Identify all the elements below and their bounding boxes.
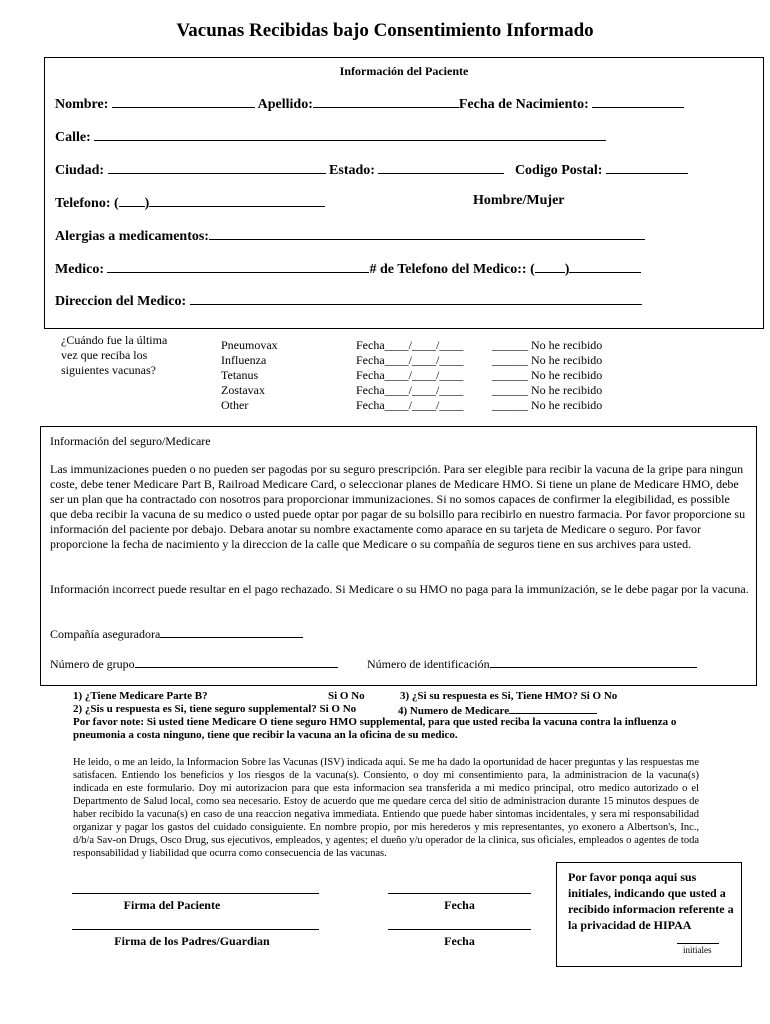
tel-medico-paren: ) bbox=[564, 262, 570, 277]
firma-paciente-label: Firma del Paciente bbox=[123, 898, 221, 912]
direccion-medico-field[interactable] bbox=[190, 291, 642, 305]
fecha-2-line[interactable] bbox=[388, 929, 531, 930]
calle-row bbox=[55, 127, 606, 146]
compania-row bbox=[50, 626, 750, 642]
codigo-postal-label: Codigo Postal: bbox=[514, 163, 603, 178]
sexo-label[interactable]: Hombre/Mujer bbox=[473, 193, 565, 208]
medico-field[interactable] bbox=[107, 259, 369, 273]
vaccine-name-2: Influenza bbox=[221, 353, 267, 367]
ciudad-row bbox=[55, 160, 688, 179]
medico-label: Medico: bbox=[55, 262, 104, 277]
question-4-row bbox=[398, 703, 597, 717]
vaccine-none-4[interactable]: ______ No he recibido bbox=[492, 383, 603, 397]
direccion-medico-label: Direccion del Medico: bbox=[55, 294, 187, 309]
insurance-paragraph-2: Información incorrect puede resultar en el pago rechazado. Si Medicare o su HMO no paga para la immunización, se le debe pagar por la vacuna. bbox=[50, 582, 749, 596]
insurance-section bbox=[40, 426, 757, 686]
initials-line[interactable] bbox=[677, 943, 719, 944]
alergias-label: Alergias a medicamentos: bbox=[55, 229, 209, 244]
nombre-row bbox=[55, 94, 684, 113]
ciudad-label: Ciudad: bbox=[55, 163, 105, 178]
hipaa-text: Por favor ponqa aqui sus initiales, indicando que usted a recibido informacion referente a la privacidad de HIPAA bbox=[568, 870, 734, 932]
direccion-medico-row bbox=[55, 291, 642, 310]
nombre-field[interactable] bbox=[112, 94, 255, 108]
vaccine-fecha-4[interactable]: Fecha____/____/____ bbox=[356, 383, 464, 397]
compania-field[interactable] bbox=[160, 626, 303, 638]
tel-medico-field[interactable] bbox=[569, 259, 641, 273]
identificacion-field[interactable] bbox=[490, 656, 697, 668]
fecha-nacimiento-label: Fecha de Nacimiento: bbox=[458, 97, 589, 112]
codigo-postal-field[interactable] bbox=[606, 160, 688, 174]
patient-info-heading: Información del Paciente bbox=[339, 64, 469, 78]
insurance-heading: Información del seguro/Medicare bbox=[50, 434, 211, 448]
grupo-label: Número de grupo bbox=[50, 657, 135, 671]
page-title: Vacunas Recibidas bajo Consentimiento Informado bbox=[176, 20, 594, 41]
vaccine-question: ¿Cuándo fue la última vez que reciba los siguientes vacunas? bbox=[61, 333, 168, 377]
vaccine-fecha-5[interactable]: Fecha____/____/____ bbox=[356, 398, 464, 412]
insurance-paragraph-1: Las immunizaciones pueden o no pueden ser pagodas por su seguro prescripción. Para ser elegible para recibir la vacuna de la gripe para ningun coste, debe tener Medicare Part B, Railroad Medicare Card, o seleccionar planes de Medicare HMO. Si tiene un plane de Medicare HMO, debe ser un plan que ha contractado con nosotros para proporcionar immunizaciones. Si no somos capaces de confirmer la elegibilidad, es possible que deba recibir la vacuna de su medico o usted puede optar por pagar de su bolsillo para recibirlo en nuestro farmacia. Por favor proporcione su información del paciente por debajo. Debara anotar su nombre exactamente como aparace en su tarjeta de Medicare o seguro. Por favor proporcione la fecha de nacimiento y la direccion de la calle que Medicare o su compañía de seguros tiene en sus archives para usted. bbox=[50, 462, 746, 551]
question-3[interactable]: 3) ¿Si su respuesta es Si, Tiene HMO? Si O No bbox=[400, 690, 618, 702]
vaccine-name-5: Other bbox=[221, 398, 249, 412]
vaccine-fecha-3[interactable]: Fecha____/____/____ bbox=[356, 368, 464, 382]
patient-info-section bbox=[44, 57, 764, 329]
nombre-label: Nombre: bbox=[55, 97, 109, 112]
calle-label: Calle: bbox=[55, 130, 91, 145]
medicare-number-field[interactable] bbox=[509, 703, 597, 714]
consent-text: He leido, o me an leido, la Informacion Sobre las Vacunas (ISV) indicada aqui. Se me ha dado la oportunidad de hacer preguntas y las respuestas me satisfacen. Entiendo los beneficios y los riesgos de la vacuna(s). Consiento, o doy mi consentimiento para, la administracion de la vacuna(s) indicada en este formulario. Doy mi autorizacion para que esta informacion sea transferida a mi medico principal, otro medico autorizado o el Departmento de Salud local, como sea necesario. Estoy de acuerdo que me quedare cerca del sitio de administracion durante 15 minutos despues de haber recibido la vacuna(s) en caso de una reaccion negativa immediata. Entiendo que puede haber sintomas incidentales, y sera mi responsabilidad organizar y pagar los gastos del cuidado consiguiente. En nombre propio, por mis herederos y mis representantes, yo exonero a Albertson's, Inc., d/b/a Sav-on Drugs, Osco Drug, sus ejecutivos, empleados, y agentes; el dueño y/u operador de la clinica, sus oficiales, empleados o agentes de toda responsabilidad y liabilidad que ocurra como consecuencia de las vacunas. bbox=[73, 757, 699, 859]
question-4: 4) Numero de Medicare bbox=[398, 705, 510, 717]
telefono-area-field[interactable] bbox=[119, 193, 145, 207]
vaccine-name-1: Pneumovax bbox=[221, 338, 278, 352]
vaccine-none-5[interactable]: ______ No he recibido bbox=[492, 398, 603, 412]
telefono-row bbox=[55, 193, 325, 212]
vaccine-fecha-1[interactable]: Fecha____/____/____ bbox=[356, 338, 464, 352]
tel-medico-area-field[interactable] bbox=[535, 259, 565, 273]
vaccine-fecha-2[interactable]: Fecha____/____/____ bbox=[356, 353, 464, 367]
question-1: 1) ¿Tiene Medicare Parte B? bbox=[73, 690, 208, 702]
vaccine-none-2[interactable]: ______ No he recibido bbox=[492, 353, 603, 367]
question-2[interactable]: 2) ¿Sis u respuesta es Si, tiene seguro supplemental? Si O No bbox=[73, 703, 357, 715]
firma-padres-label: Firma de los Padres/Guardian bbox=[114, 934, 270, 948]
medico-row bbox=[55, 259, 641, 278]
alergias-field[interactable] bbox=[209, 226, 645, 240]
firma-paciente-line[interactable] bbox=[72, 893, 319, 894]
vaccine-none-3[interactable]: ______ No he recibido bbox=[492, 368, 603, 382]
tel-medico-label: # de Telefono del Medico:: ( bbox=[369, 262, 535, 277]
vaccine-none-1[interactable]: ______ No he recibido bbox=[492, 338, 603, 352]
initials-label: initiales bbox=[683, 945, 712, 955]
telefono-label: Telefono: ( bbox=[55, 196, 119, 211]
telefono-paren: ) bbox=[144, 196, 150, 211]
ciudad-field[interactable] bbox=[108, 160, 326, 174]
apellido-field[interactable] bbox=[313, 94, 459, 108]
calle-field[interactable] bbox=[94, 127, 606, 141]
compania-label: Compañía aseguradora bbox=[50, 627, 161, 641]
question-1-answer[interactable]: Si O No bbox=[328, 690, 365, 702]
firma-padres-line[interactable] bbox=[72, 929, 319, 930]
vaccine-name-4: Zostavax bbox=[221, 383, 265, 397]
medicare-note: Por favor note: Si usted tiene Medicare O tiene seguro HMO supplemental, para que usted reciba la vacuna contra la influenza o pneumonia a costa ninguno, tiene que recibir la vacuna an la oficina de su medico. bbox=[73, 716, 677, 741]
fecha-1-label: Fecha bbox=[444, 898, 475, 912]
telefono-field[interactable] bbox=[149, 193, 325, 207]
grupo-field[interactable] bbox=[135, 656, 338, 668]
hipaa-box bbox=[556, 862, 742, 967]
estado-field[interactable] bbox=[378, 160, 504, 174]
identificacion-label: Número de identificación bbox=[367, 657, 490, 671]
vaccine-name-3: Tetanus bbox=[221, 368, 259, 382]
apellido-label: Apellido: bbox=[257, 97, 313, 112]
alergias-row bbox=[55, 226, 645, 245]
fecha-1-line[interactable] bbox=[388, 893, 531, 894]
identificacion-row bbox=[367, 656, 697, 672]
fecha-nacimiento-field[interactable] bbox=[592, 94, 684, 108]
estado-label: Estado: bbox=[329, 163, 375, 178]
fecha-2-label: Fecha bbox=[444, 934, 475, 948]
